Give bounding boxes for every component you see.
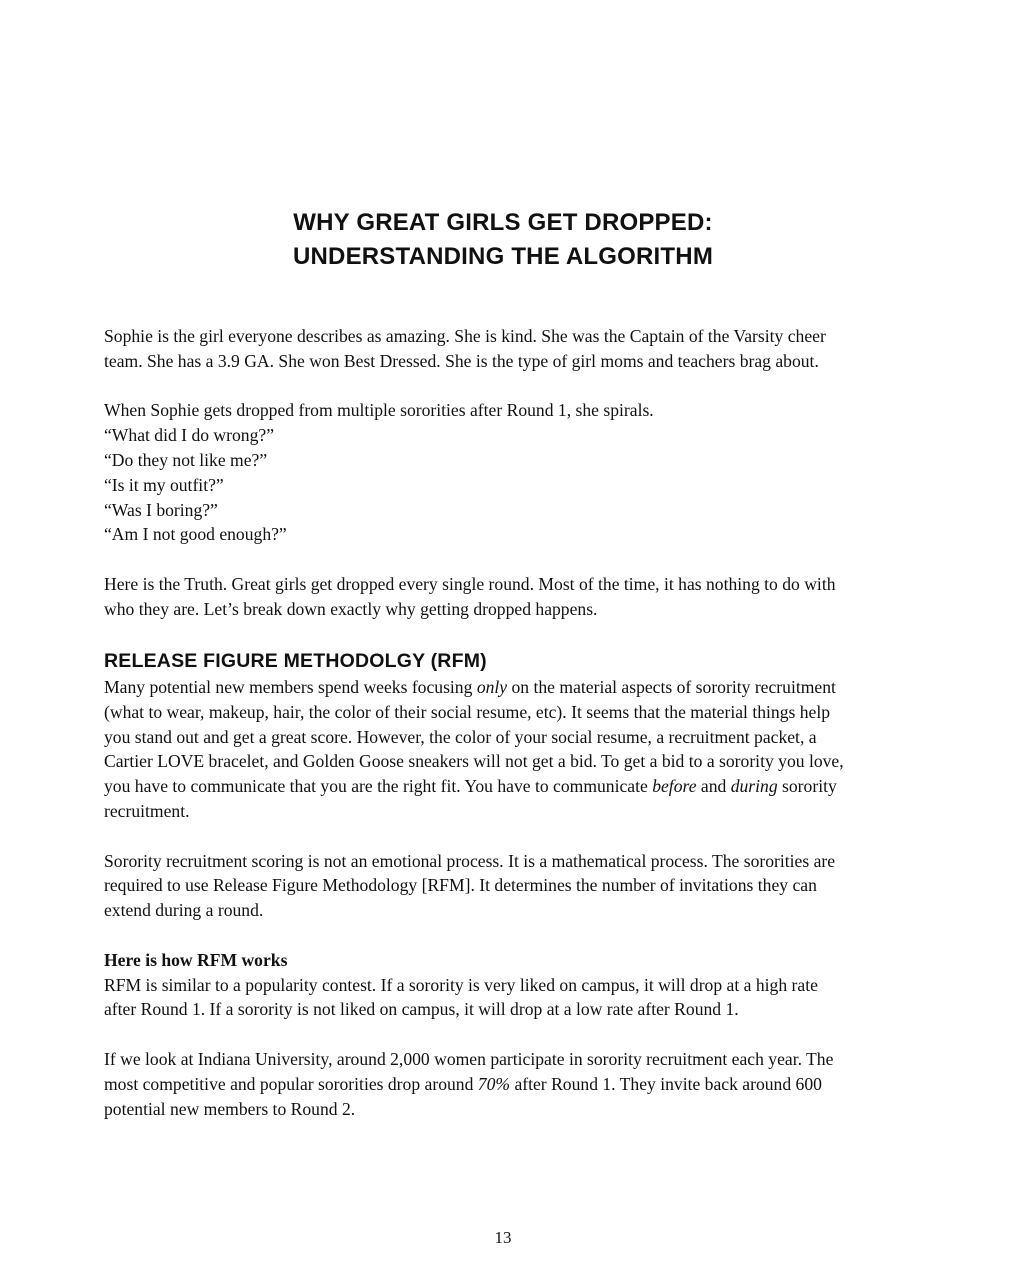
quote-line: “Do they not like me?” bbox=[104, 449, 268, 470]
intro-paragraph-2 bbox=[104, 398, 904, 547]
text-line: If we look at Indiana University, around 2,000 women participate in sorority recruitment each year. The bbox=[104, 1048, 834, 1069]
rfm-paragraph-4 bbox=[104, 1047, 904, 1121]
subheading: Here is how RFM works bbox=[104, 949, 288, 970]
text-line: potential new members to Round 2. bbox=[104, 1098, 356, 1119]
text-line: required to use Release Figure Methodology [RFM]. It determines the number of invitations they can bbox=[104, 875, 817, 896]
text-line: you stand out and get a great score. However, the color of your social resume, a recruitment packet, a bbox=[104, 726, 817, 747]
quote-line: “What did I do wrong?” bbox=[104, 425, 275, 446]
intro-paragraph-1 bbox=[104, 324, 904, 374]
page-title bbox=[0, 206, 1006, 274]
page-number: 13 bbox=[494, 1228, 512, 1247]
rfm-section bbox=[104, 675, 904, 1121]
rfm-paragraph-1 bbox=[104, 675, 904, 824]
text-line: Many potential new members spend weeks focusing only on the material aspects of sorority recruitment bbox=[104, 677, 836, 697]
text-line: you have to communicate that you are the right fit. You have to communicate before and during sorority bbox=[104, 776, 837, 797]
page-title-line-2: UNDERSTANDING THE ALGORITHM bbox=[292, 243, 714, 270]
quote-line: “Was I boring?” bbox=[104, 499, 218, 520]
text-line: after Round 1. If a sorority is not liked on campus, it will drop at a low rate after Round 1. bbox=[104, 999, 739, 1020]
rfm-subsection bbox=[104, 948, 904, 1022]
text-line: who they are. Let’s break down exactly why getting dropped happens. bbox=[104, 598, 598, 619]
quote-line: “Is it my outfit?” bbox=[104, 474, 224, 495]
text-line: recruitment. bbox=[104, 800, 190, 821]
rfm-paragraph-2 bbox=[104, 849, 904, 923]
page-title-line-1: WHY GREAT GIRLS GET DROPPED: bbox=[293, 209, 713, 236]
text-line: Sorority recruitment scoring is not an emotional process. It is a mathematical process. The sororities are bbox=[104, 850, 836, 871]
quote-line: “Am I not good enough?” bbox=[104, 524, 287, 545]
text-line: RFM is similar to a popularity contest. If a sorority is very liked on campus, it will drop at a high rate bbox=[104, 974, 818, 995]
section-heading-rfm: RELEASE FIGURE METHODOLGY (RFM) bbox=[104, 650, 487, 672]
text-line: extend during a round. bbox=[104, 900, 264, 921]
text-line: Cartier LOVE bracelet, and Golden Goose sneakers will not get a bid. To get a bid to a sorority you love, bbox=[104, 751, 844, 772]
text-line: most competitive and popular sororities drop around 70% after Round 1. They invite back around 600 bbox=[104, 1073, 822, 1094]
intro-paragraph-3 bbox=[104, 572, 904, 622]
text-line: Here is the Truth. Great girls get dropped every single round. Most of the time, it has nothing to do with bbox=[104, 573, 836, 594]
text-line: Sophie is the girl everyone describes as amazing. She is kind. She was the Captain of the Varsity cheer bbox=[104, 326, 826, 346]
text-line: team. She has a 3.9 GA. She won Best Dressed. She is the type of girl moms and teachers brag about. bbox=[104, 350, 819, 371]
intro-section bbox=[104, 324, 904, 622]
text-line: (what to wear, makeup, hair, the color of their social resume, etc). It seems that the material things help bbox=[104, 701, 831, 722]
text-line: When Sophie gets dropped from multiple sororities after Round 1, she spirals. bbox=[104, 400, 654, 421]
